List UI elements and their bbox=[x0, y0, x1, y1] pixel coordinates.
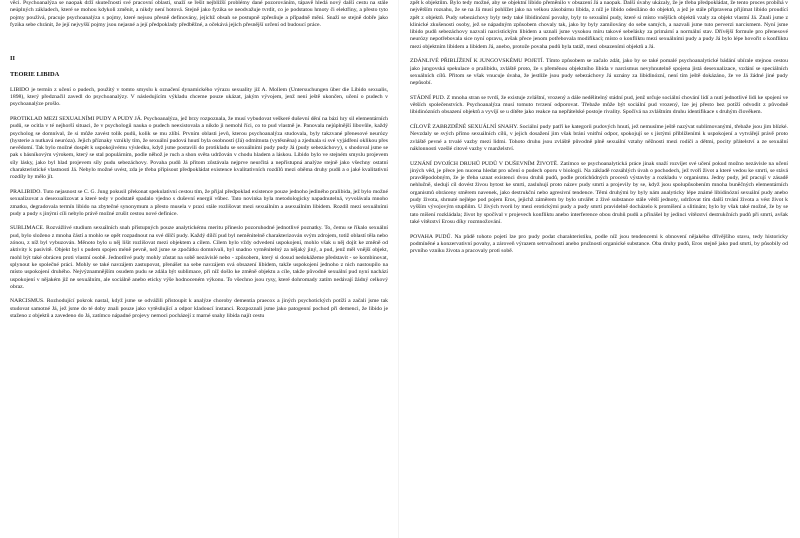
left-page bbox=[10, 0, 388, 538]
paragraph-jung: ZDÁNLIVÉ PŘIBLÍŽENÍ K JUNGOVSKÉMU POJETÍ. Tímto způsobem se začalo zdát, jako by se také pomalé psychoanalytické bádání ubírale stejnou cestou jako jungovská spekulace o pralibidu, zvláště proto, že s přeměnou objektního libida v narcismus nevyhnutelně spojena jistá desexualizace, vzdání se speciálních sexuálních cílů. Přitom se však vnucuje úvaha, že jestliže jsou pudy sebezáchovy Já uznány za libidinózní, není tím ještě dokázáno, že ve Já žádné jiné pudy nepůsobí. bbox=[410, 58, 788, 87]
chapter-number: II bbox=[10, 55, 15, 63]
paragraph-libido: LIBIDO je termín z učení o pudech, použitý v tomto smyslu k označení dynamického výrazu sexuality již A. Mollem (Untersuchungen über die Libido sexualis, 1898), který předznačil zavedl do psychoanalýzy. V následujícím výkladu chceme pouze ukázat, jakým vývojem, jenž není ještě ukončen, učení o pudech v psychoanalýze prošlo. bbox=[10, 86, 388, 108]
intro-paragraph: věci. Psychoanalýza se naopak drží skutečnosti své pracovní oblasti, snaží se řešit nejbližší problémy dané pozorováním, tápavě hledá nový další cestu na stále neúplných základech, které se mohou kdykoli změnit, a nikdy není hotová. Stejně jako fyzika se neodvažuje tvrdit, co je podstatou hmoty či elektřiny, a přesto tyto pojmy používá, pracuje psychoanalýza s pojmy, které nejsou přesně definovány, jejichž obsah se postupně zpřesňuje a případně mění. Snaží se stejně dobře jako fyzika sebe chránit, že její nejvyšší pojmy jsou nejasné a její předpoklady předběžné, a očekává jejich přesnější určení od budoucí práce. bbox=[10, 0, 388, 28]
paragraph-stadni-pud: STÁDNÍ PUD. Z mnoha stran se tvrdí, že existuje zvláštní, vrozený a dále nedělitelný stádní pud, jenž určuje sociální chování lidí a nutí jednotlivé lidi ke spojení ve větších společenstvích. Psychoanalýza musí tomuto tvrzení odporovat. Třebaže může být sociální pud vrozený, lze jej přesto bez potíží odvodit z původně libidinózních obsazení objektů a vyvíjí se u dítěte jako reakce na nepřátelské postoje rivality. Spočívá na zvláštním druhu identifikace s druhým člověkem. bbox=[410, 94, 788, 116]
paragraph-dvoji-druh-pudu: UZNÁNÍ DVOJÍCH DRUHŮ PUDŮ V DUŠEVNÍM ŽIVOTĚ. Zatímco se psychoanalytická práce jinak snaží rozvíjet své učení pokud možno nezávisle na učení jiných věd, je přece jen nucena hledat pro učení o pudech oporu v biologii. Na základě rozsáhlých úvah o pochodech, jež tvoří život a které vedou ke smrti, se stává pravděpodobným, že je třeba uznat existenci dvou druhů pudů, podle protichůdných procesů výstavby a rozkladu v organismu. Jedny pudy, jež pracují v zásadě nehlučně, sledují cíl dovést živou bytost ke smrti, zasluhují proto název pudy smrti a projevily by se, když jsou spolupůsobením mnoha buněčných elementárních organismů obráceny směrem navenek, jako destrukční nebo agresivní tendence. Těmi druhými by byly nám analyticky lépe známé libidinózní sexuální pudy anebo pudy života, shrnuté nejlépe pod pojem Eros, jejichž záměrem by bylo utvářet z živé substance stále větší jednoty, udržovat tím další trvání života a vést život k vyšším vývojovým stupňům. U živých tvorů by mezi erotickými pudy a pudy smrti pravidelně docházelo k promíšení a slitinám; bylo by však také možné, že by se tato míšení rozkládala; život by spočíval v projevech konfliktu anebo interference obou druhů pudů a přinášel by jedinci vítězství destrukčních pudů při smrti, avšak také vítězství Erosu díky rozmnožování. bbox=[410, 160, 788, 225]
paragraph-povaha-pudu: POVAHA PUDŮ. Na půdě tohoto pojetí lze pro pudy podat charakteristiku, podle níž jsou tendencemi k obnovení nějakého dřívějšího stavu, tedy historicky podmíněné a konzervativní povahy, a zároveň výrazem setrvačnosti anebo pružnosti organické substance. Oba druhy pudů, Eros stejně jako pud smrti, by působily od prvního vzniku života a pracovaly proti sobě. bbox=[410, 233, 788, 255]
chapter-title: TEORIE LIBIDA bbox=[10, 71, 60, 79]
paragraph-continuation: zpět k objektům. Bylo tedy možné, aby se objektní libido přeměnilo v obsazení Já a naopak. Další úvahy ukázaly, že je třeba předpokládat, že tento proces probíhá v největším rozsahu, že se na Já musí pohlížet jako na velkou zásobárnu libida, z níž je libido odesíláno do objektů, a jež je stále připravena přijímat libido proudící zpět z objektů. Pudy sebezáchovy byly tedy také libidinózní povahy, byly to sexuální pudy, které si místo vnějších objektů vzaly za objekt vlastní Já. Znali jsme z klinické zkušenosti osoby, jež se nápadným způsobem chovaly tak, jako by byly zamilovány do sebe samých, a nazvali jsme tuto perverzi narcismem. Nyní jsme libido pudů sebezáchovy nazvali narcistickým libidem a uznali jsme vysokou míru takové sebelásky za primární a normální stav. Dřívější formule pro přenesové neurózy nepotřebovala sice nyní opravu, avšak přece jenom potřebovala modifikaci; místo o konfliktu mezi sexuálními pudy a pudy Já bylo lépe hovořit o konfliktu mezi objektním libidem a libidem Já, anebo, protože povaha pudů byla tatáž, mezi obsazeními objektů a Já. bbox=[410, 0, 788, 50]
paragraph-narcismus: NARCISMUS. Rozhodující pokrok nastal, když jsme se odvážili přistoupit k analýze choroby dementia praecox a jiných psychotických potíží a začali jsme tak studovat samotné Já, jež jsme do té doby znali pouze jako vytěsňující a odpor kladoucí instanci. Rozpoznali jsme jako patogenní pochod při demenci, že libido je staženo z objektů a zavedeno do Já, zatímco nápadné projevy nemoci pocházejí z marné snahy libida najít cestu bbox=[10, 298, 388, 319]
paragraph-protiklad: PROTIKLAD MEZI SEXUALNÍMI PUDY A PUDY JÁ. Psychoanalýza, jež brzy rozpoznala, že musí vybudovat veškeré duševní dění na bázi hry sil elementárních pudů, se ocitla v té nejhorší situaci, že v psychologii nauka o pudech neexistovala a nikdo ji nemohl říci, co to pud vlastně je. Panovala nejúplnější libovůle, každý psycholog se domníval, že si může zavést tolik pudů, kolik se mu zlíbí. Prvním oblasti jevů, kterou psychoanalýza studovala, byly takzvané přenesové neurózy (hysterie a nutkavá neuróza). Jejich příznaky vznikly tím, že sexuální pudová hnutí byla osobností (Já) odmítnuta (vytěsněna) a zjednala si své vyjádření oklikou přes nevědomí. Tak bylo možné dospět k uspokojivému výsledku, když jsme postavili do protikladu se sexuálními pudy pudy Já (pudy sebezáchovy), s shodoval jsme se pak s básníkovým výrokem, který se stal populárním, podle něhož je ruch a shon světa udržován v chodu hladem a láskou. Libido bylo ve stejném smyslu projevem síly lásky, jako byl hlad projevem síly pudu sebezáchovy. Povaha pudů Já přitom zůstávala nejprve neurčitá a nepřístupná analýze stejně jako všechny ostatní charakteristické vlastnosti Já. Nebylo možné uvést, zda je třeba připisout předpokládat existence kvalitativních rozdílů mezi oběma druhy pudů a o jaké kvalitativní rozdíly by mělo jít. bbox=[10, 115, 388, 181]
page-gutter bbox=[398, 0, 399, 538]
paragraph-sublimace: SUBLIMACE. Rozvážlivé studium sexuálních snah přístupných pouze analytickému meritu přineslo pozoruhodné jednotlivé poznatky. To, čemu se říkalo sexuální pud, bylo složeno z mnoha částí a mohlo se opět rozpadnout na své dílčí pudy. Každý dílčí pud byl neměnitelně charakterizován svým zdrojem, totiž oblastí těla nebo zónou, z níž byl vybuzován. Měnoto bylo u něj lišit rozlišovat mezi objektem a cílem. Cílem bylo vždy odvedení uspokojení, mohlo však u něj dojít ke změně od aktivity k pasivitě. Objekt byl s pudem spojen méně pevně, než jsme se zpočátku domnívali, byl snadno vyměnitelný za nějaký jiný, a pud, jenž měl vnější objekt, mohl být také obrácen proti vlastní osobě. Jednotlivé pudy mohly zůstat na sobě nezávislé nebo - způsobem, který si dosud nedokážeme představit - se kombinovat, splynout ke společné práci. Mohly se také navzájem zastupovat, přenášet na sebe navzájem svá obsazení libidem, takže uspokojení jednoho z nich nastoupilo na místo uspokojení druhého. Nejvýznamnějším osudem pudu se zdála být sublimace, při níž došlo ke změně objektu a cíle, takže původně sexuální pud nyní nachází uspokojení v nějakém již ne sexuálním, ale sociálně anebo eticky výše hodnoceném výkonu. To všechno jsou rysy, které dohromady zatím nedávají žádný celkový obraz. bbox=[10, 225, 388, 290]
right-page bbox=[410, 0, 788, 538]
paragraph-cilove-zabrzdene: CÍLOVĚ ZABRZDĚNÉ SEXUÁLNÍ SNAHY. Sociální pudy patří ke kategorii pudových hnutí, jež nemusíme ještě nazývat sublimovanými, třebaže jsou jim blízké. Nevzdaly se svých přímo sexuálních cílů, v jejich dosažení jim však brání vnitřní odpor, spokojují se s jistými přiblíženími k uspokojení a vytvářejí právě proto zvláště pevné a trvalé vazby mezi lidmi. Tohoto druhu jsou zvláště původně plně sexuální vztahy něžnosti mezi rodiči a dětmi, pocity přátelství a ze sexuální náklonnosti vzešlé citové vazby v manželství. bbox=[410, 124, 788, 152]
paragraph-pralibido: PRALIBIDO. Tuto nejasnost se C. G. Jung pokusil překonat spekulativní cestou tím, že přijal předpoklad existence pouze jednoho jediného pralibida, jež bylo možné sexualizovat a desexualizovat a které tedy v podstatě spadalo vjedno s duševní energií vůbec. Tato novinka byla metodologicky napadnutelná, vyvolávala mnoho zmatku, degradovala termín libido na zbytečné synonymum a přesto musela v praxi stále rozlišovat mezi sexuálním a asexuálním libidem. Rozdíl mezi sexuálními pudy a pudy s jinými cíli nebylo právě možné zrušit cestou nové definice. bbox=[10, 188, 388, 217]
